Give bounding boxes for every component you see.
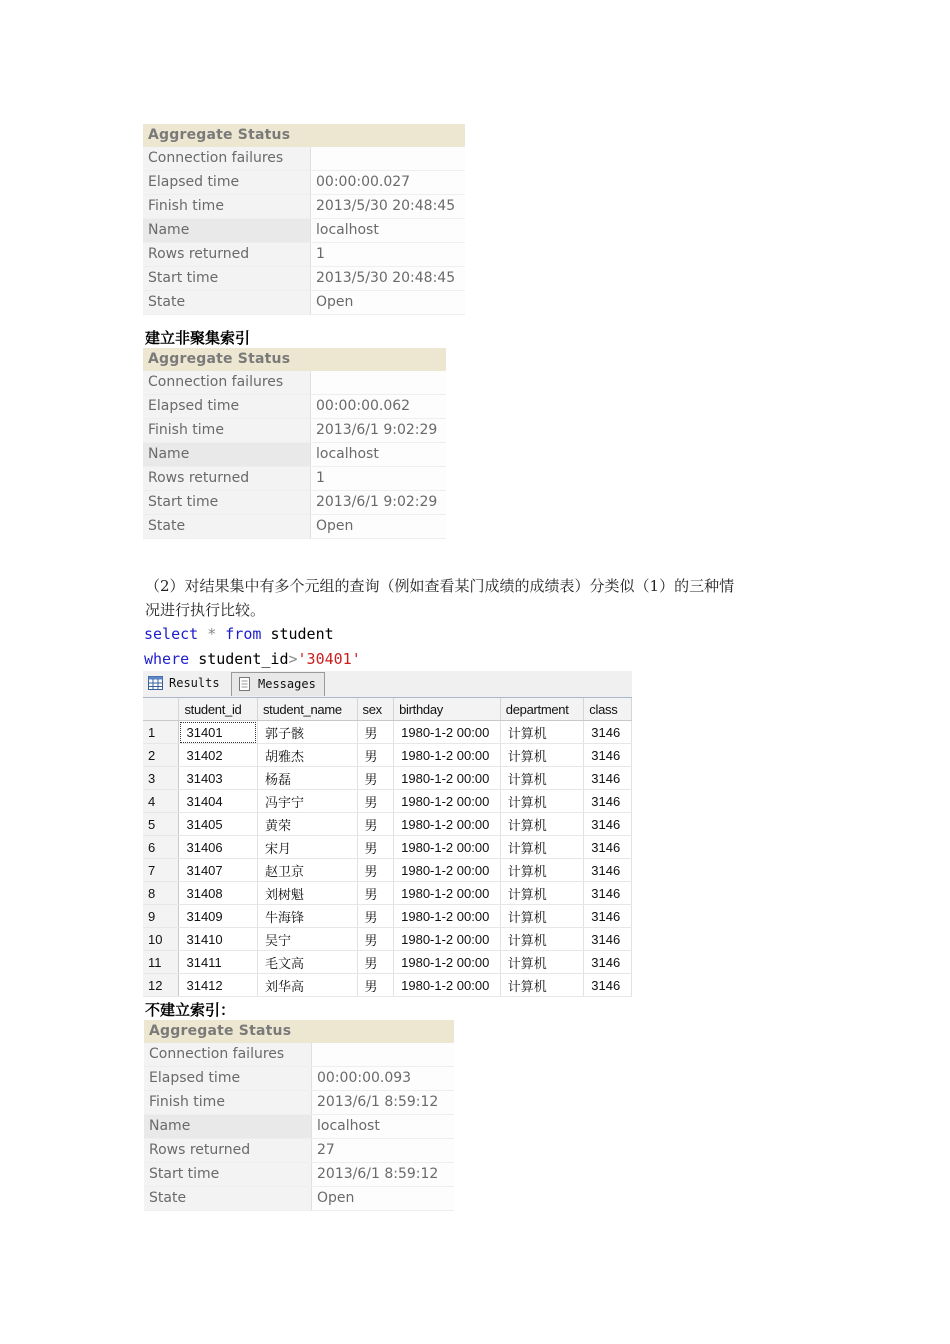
paragraph-line: 况进行执行比较。 [145, 601, 266, 619]
stat-value: localhost [312, 1115, 454, 1138]
stat-key: Name [143, 443, 311, 466]
cell-department[interactable]: 计算机 [500, 859, 584, 882]
cell-sex[interactable]: 男 [357, 951, 394, 974]
table-row[interactable] [143, 721, 632, 744]
aggregate-status-title: Aggregate Status [143, 124, 465, 147]
cell-birthday[interactable]: 1980-1-2 00:00 [394, 767, 501, 790]
sql-operator: > [288, 650, 298, 668]
cell-birthday[interactable]: 1980-1-2 00:00 [394, 721, 501, 744]
cell-student-id[interactable]: 31402 [179, 744, 258, 767]
cell-department[interactable]: 计算机 [500, 813, 584, 836]
cell-sex[interactable]: 男 [357, 905, 394, 928]
cell-student-id[interactable]: 31408 [179, 882, 258, 905]
sql-identifier: student_id [198, 650, 289, 668]
cell-sex[interactable]: 男 [357, 974, 394, 997]
table-row[interactable] [143, 744, 632, 767]
cell-birthday[interactable]: 1980-1-2 00:00 [394, 974, 501, 997]
aggregate-status-table-1 [143, 124, 465, 315]
results-grid-panel [143, 671, 632, 994]
cell-student-id[interactable]: 31410 [179, 928, 258, 951]
cell-sex[interactable]: 男 [357, 813, 394, 836]
stat-key: Rows returned [144, 1139, 312, 1162]
cell-student-name[interactable]: 宋月 [257, 836, 357, 859]
cell-class[interactable]: 3146 [584, 928, 632, 951]
cell-birthday[interactable]: 1980-1-2 00:00 [394, 951, 501, 974]
stat-key: Connection failures [144, 1043, 312, 1066]
stat-value: Open [312, 1187, 454, 1210]
aggregate-status-title: Aggregate Status [143, 348, 446, 371]
row-number[interactable]: 5 [143, 813, 179, 836]
cell-student-name[interactable]: 毛文高 [257, 951, 357, 974]
stat-value: 2013/6/1 8:59:12 [312, 1091, 454, 1114]
stat-key: State [144, 1187, 312, 1210]
cell-sex[interactable]: 男 [357, 928, 394, 951]
column-header[interactable]: sex [357, 698, 394, 721]
stat-value [312, 1043, 454, 1066]
row-number[interactable]: 10 [143, 928, 179, 951]
cell-class[interactable]: 3146 [584, 721, 632, 744]
stat-row [144, 1115, 454, 1139]
tab-results[interactable] [143, 672, 229, 696]
table-row[interactable] [143, 951, 632, 974]
stat-row [144, 1139, 454, 1163]
cell-class[interactable]: 3146 [584, 951, 632, 974]
cell-student-name[interactable]: 刘华高 [257, 974, 357, 997]
table-row[interactable] [143, 859, 632, 882]
stat-key: Elapsed time [144, 1067, 312, 1090]
sql-keyword: from [225, 625, 262, 643]
cell-student-name[interactable]: 黄荣 [257, 813, 357, 836]
stat-key: Name [144, 1115, 312, 1138]
results-table [143, 698, 632, 997]
cell-class[interactable]: 3146 [584, 859, 632, 882]
row-number[interactable]: 8 [143, 882, 179, 905]
stat-value: 27 [312, 1139, 454, 1162]
stat-row [143, 515, 446, 539]
cell-class[interactable]: 3146 [584, 974, 632, 997]
paragraph-line: （2）对结果集中有多个元组的查询（例如查看某门成绩的成绩表）分类似（1）的三种情 [145, 577, 735, 595]
cell-student-id[interactable]: 31401 [179, 721, 258, 744]
row-number[interactable]: 1 [143, 721, 179, 744]
cell-sex[interactable]: 男 [357, 767, 394, 790]
cell-department[interactable]: 计算机 [500, 790, 584, 813]
sql-code-line-1 [144, 625, 334, 643]
cell-sex[interactable]: 男 [357, 790, 394, 813]
stat-key: Connection failures [143, 371, 311, 394]
stat-value: 1 [311, 467, 446, 490]
table-row[interactable] [143, 905, 632, 928]
stat-value: Open [311, 291, 465, 314]
cell-department[interactable]: 计算机 [500, 974, 584, 997]
cell-department[interactable]: 计算机 [500, 882, 584, 905]
stat-row [143, 443, 446, 467]
cell-student-id[interactable]: 31411 [179, 951, 258, 974]
sql-keyword: where [144, 650, 190, 668]
stat-value: 2013/5/30 20:48:45 [311, 267, 465, 290]
stat-key: Finish time [143, 419, 311, 442]
cell-student-id[interactable]: 31405 [179, 813, 258, 836]
sql-code-line-2 [144, 650, 361, 668]
sql-keyword: select [144, 625, 199, 643]
stat-value: 00:00:00.027 [311, 171, 465, 194]
stat-key: Connection failures [143, 147, 311, 170]
table-row[interactable] [143, 836, 632, 859]
sql-operator: * [207, 625, 217, 643]
tab-messages[interactable] [231, 672, 325, 696]
column-header[interactable]: class [584, 698, 632, 721]
stat-value [311, 371, 446, 394]
cell-department[interactable]: 计算机 [500, 836, 584, 859]
aggregate-status-title: Aggregate Status [144, 1020, 454, 1043]
stat-value: 1 [311, 243, 465, 266]
cell-class[interactable]: 3146 [584, 744, 632, 767]
stat-key: Finish time [144, 1091, 312, 1114]
cell-birthday[interactable]: 1980-1-2 00:00 [394, 790, 501, 813]
cell-class[interactable]: 3146 [584, 905, 632, 928]
cell-student-name[interactable]: 郭子骸 [257, 721, 357, 744]
cell-sex[interactable]: 男 [357, 721, 394, 744]
cell-student-id[interactable]: 31407 [179, 859, 258, 882]
stat-row [143, 395, 446, 419]
cell-sex[interactable]: 男 [357, 744, 394, 767]
table-row[interactable] [143, 767, 632, 790]
stat-value: Open [311, 515, 446, 538]
row-number[interactable]: 11 [143, 951, 179, 974]
row-number[interactable]: 3 [143, 767, 179, 790]
cell-class[interactable]: 3146 [584, 767, 632, 790]
stat-key: Rows returned [143, 467, 311, 490]
stat-key: Start time [143, 491, 311, 514]
cell-birthday[interactable]: 1980-1-2 00:00 [394, 836, 501, 859]
stat-row [143, 243, 465, 267]
table-row[interactable] [143, 974, 632, 997]
cell-birthday[interactable]: 1980-1-2 00:00 [394, 905, 501, 928]
table-row[interactable] [143, 928, 632, 951]
stat-value: 2013/5/30 20:48:45 [311, 195, 465, 218]
stat-row [143, 491, 446, 515]
stat-value: 2013/6/1 9:02:29 [311, 491, 446, 514]
stat-value: localhost [311, 219, 465, 242]
stat-row [143, 219, 465, 243]
cell-birthday[interactable]: 1980-1-2 00:00 [394, 744, 501, 767]
table-header-row [143, 698, 632, 721]
cell-department[interactable]: 计算机 [500, 951, 584, 974]
cell-student-name[interactable]: 吴宁 [257, 928, 357, 951]
column-header[interactable]: department [500, 698, 584, 721]
stat-row [144, 1091, 454, 1115]
cell-student-name[interactable]: 杨磊 [257, 767, 357, 790]
column-header[interactable]: student_id [179, 698, 258, 721]
row-number[interactable]: 12 [143, 974, 179, 997]
stat-row [144, 1067, 454, 1091]
cell-birthday[interactable]: 1980-1-2 00:00 [394, 882, 501, 905]
cell-student-name[interactable]: 牛海锋 [257, 905, 357, 928]
row-number[interactable]: 7 [143, 859, 179, 882]
cell-student-name[interactable]: 冯宇宁 [257, 790, 357, 813]
stat-value: 2013/6/1 8:59:12 [312, 1163, 454, 1186]
cell-department[interactable]: 计算机 [500, 928, 584, 951]
stat-row [143, 371, 446, 395]
sql-string-literal: '30401' [297, 650, 361, 668]
stat-key: Start time [144, 1163, 312, 1186]
cell-student-id[interactable]: 31409 [179, 905, 258, 928]
stat-key: Elapsed time [143, 395, 311, 418]
stat-key: State [143, 291, 311, 314]
stat-key: State [143, 515, 311, 538]
stat-value [311, 147, 465, 170]
cell-department[interactable]: 计算机 [500, 905, 584, 928]
stat-row [143, 267, 465, 291]
aggregate-status-table-2 [143, 348, 446, 539]
stat-value: localhost [311, 443, 446, 466]
aggregate-status-table-3 [144, 1020, 454, 1211]
cell-student-id[interactable]: 31404 [179, 790, 258, 813]
cell-class[interactable]: 3146 [584, 836, 632, 859]
cell-student-id[interactable]: 31403 [179, 767, 258, 790]
cell-student-name[interactable]: 刘树魁 [257, 882, 357, 905]
cell-sex[interactable]: 男 [357, 882, 394, 905]
section-heading-nonclustered-index: 建立非聚集索引 [145, 329, 251, 347]
stat-row [144, 1043, 454, 1067]
stat-key: Finish time [143, 195, 311, 218]
cell-department[interactable]: 计算机 [500, 767, 584, 790]
row-number[interactable]: 9 [143, 905, 179, 928]
column-header[interactable]: birthday [394, 698, 501, 721]
table-row[interactable] [143, 813, 632, 836]
stat-row [143, 147, 465, 171]
stat-key: Elapsed time [143, 171, 311, 194]
stat-row [143, 195, 465, 219]
tab-label: Messages [258, 677, 316, 691]
document-icon [237, 677, 252, 691]
stat-row [143, 291, 465, 315]
cell-class[interactable]: 3146 [584, 790, 632, 813]
description-paragraph [145, 574, 805, 622]
cell-student-name[interactable]: 胡雅杰 [257, 744, 357, 767]
stat-value: 00:00:00.093 [312, 1067, 454, 1090]
table-row[interactable] [143, 790, 632, 813]
stat-row [143, 467, 446, 491]
stat-row [143, 171, 465, 195]
cell-student-id[interactable]: 31412 [179, 974, 258, 997]
row-number[interactable]: 6 [143, 836, 179, 859]
cell-sex[interactable]: 男 [357, 859, 394, 882]
section-heading-no-index: 不建立索引： [145, 1001, 236, 1019]
cell-department[interactable]: 计算机 [500, 744, 584, 767]
row-number[interactable]: 4 [143, 790, 179, 813]
column-header[interactable]: student_name [257, 698, 357, 721]
stat-key: Rows returned [143, 243, 311, 266]
results-tab-strip [143, 671, 632, 698]
grid-icon [148, 676, 163, 690]
cell-birthday[interactable]: 1980-1-2 00:00 [394, 928, 501, 951]
cell-department[interactable]: 计算机 [500, 721, 584, 744]
cell-student-id[interactable]: 31406 [179, 836, 258, 859]
cell-birthday[interactable]: 1980-1-2 00:00 [394, 813, 501, 836]
cell-sex[interactable]: 男 [357, 836, 394, 859]
column-header-rownum[interactable] [143, 698, 179, 721]
stat-key: Start time [143, 267, 311, 290]
table-row[interactable] [143, 882, 632, 905]
cell-class[interactable]: 3146 [584, 882, 632, 905]
results-table-body [143, 721, 632, 997]
stat-value: 2013/6/1 9:02:29 [311, 419, 446, 442]
stat-row [143, 419, 446, 443]
stat-row [144, 1187, 454, 1211]
sql-identifier: student [270, 625, 334, 643]
stat-value: 00:00:00.062 [311, 395, 446, 418]
cell-birthday[interactable]: 1980-1-2 00:00 [394, 859, 501, 882]
stat-row [144, 1163, 454, 1187]
row-number[interactable]: 2 [143, 744, 179, 767]
cell-student-name[interactable]: 赵卫京 [257, 859, 357, 882]
cell-class[interactable]: 3146 [584, 813, 632, 836]
tab-label: Results [169, 676, 220, 690]
stat-key: Name [143, 219, 311, 242]
